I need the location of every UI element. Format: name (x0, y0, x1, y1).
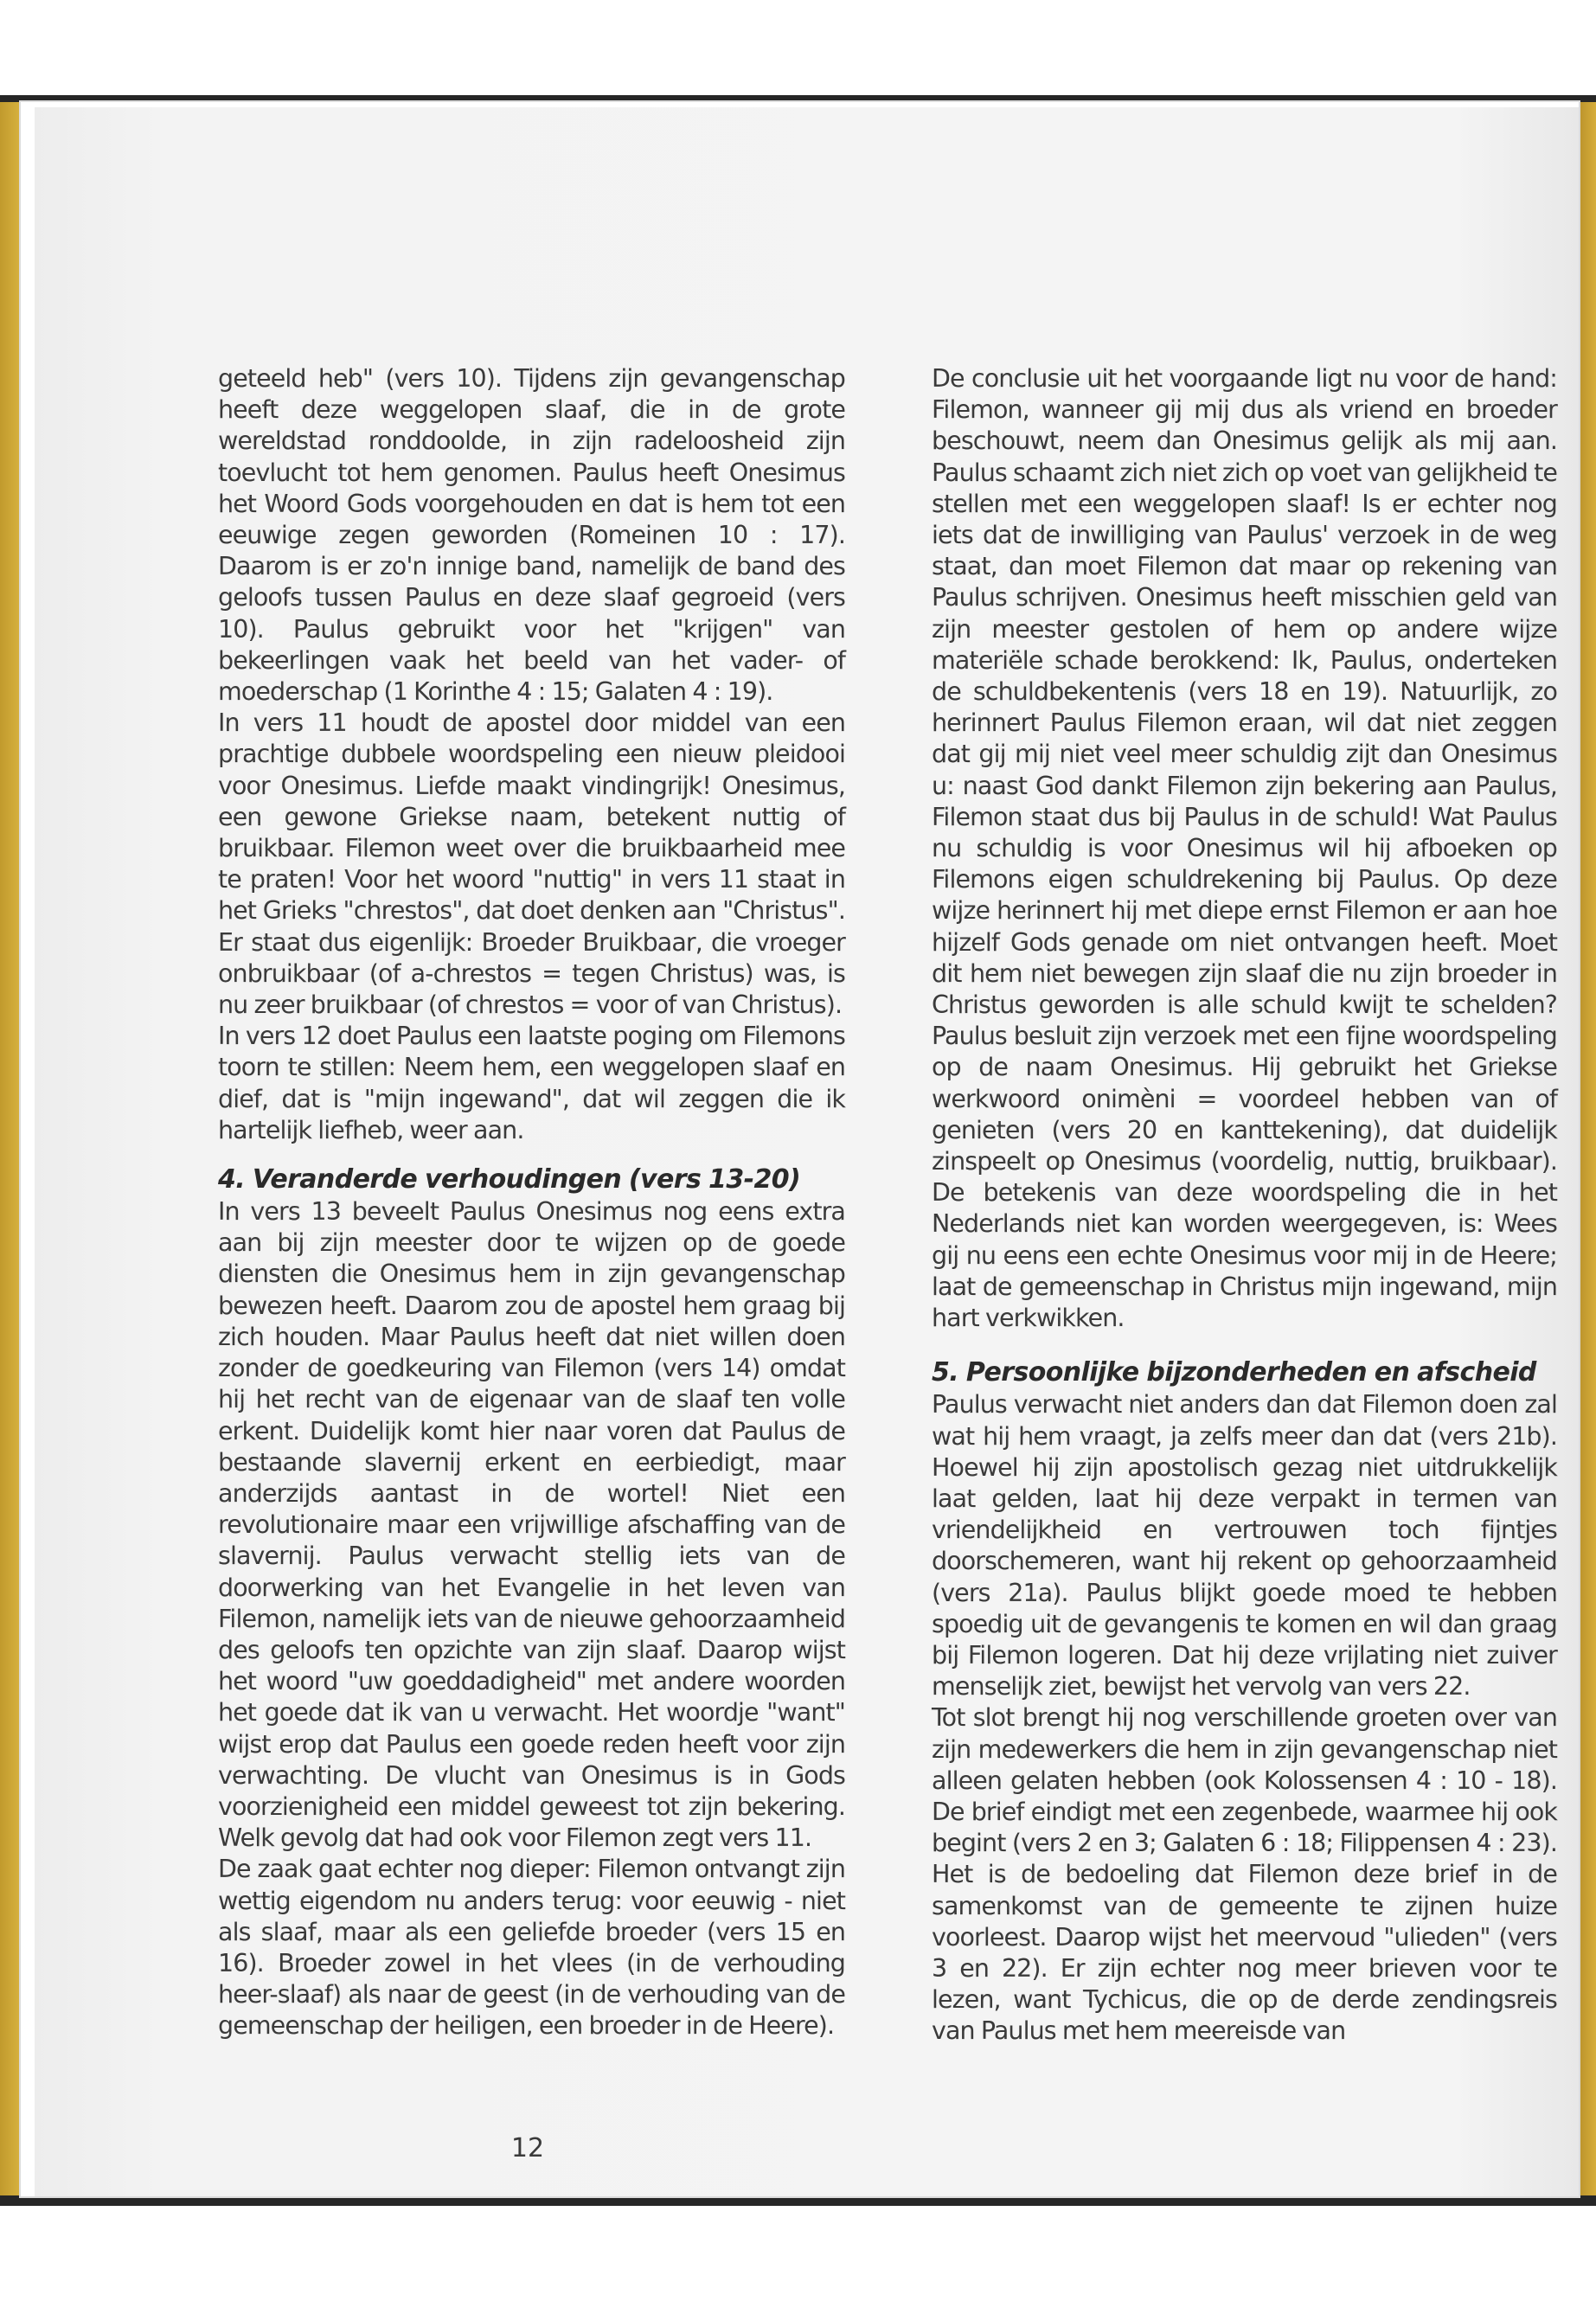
paragraph: geteeld heb" (vers 10). Tijdens zijn gevangenschap heeft deze weggelopen slaaf, die in de grote wereldstad ronddoolde, in zijn radeloosheid zijn toevlucht tot hem genomen. Paulus heeft Onesimus het Woord Gods voorgehouden en dat is hem tot een eeuwige zegen geworden (Romeinen 10 : 17). Daarom is er zo'n innige band, namelijk de band des geloofs tussen Paulus en deze slaaf gegroeid (vers 10). Paulus gebruikt voor het "krijgen" van bekeerlingen vaak het beeld van het vader- of moederschap (1 Korinthe 4 : 15; Galaten 4 : 19). (218, 364, 845, 707)
section-heading: 4. Veranderde verhoudingen (vers 13-20) (218, 1164, 801, 1195)
paragraph: Tot slot brengt hij nog verschillende groeten over van zijn medewerkers die hem in zijn gevangenschap niet alleen gelaten hebben (ook Kolossensen 4 : 10 - 18). De brief eindigt met een zegenbede, waarmee hij ook begint (vers 2 en 3; Galaten 6 : 18; Filippensen 4 : 23). Het is de bedoeling dat Filemon deze brief in de samenkomst van de gemeente te zijnen huize voorleest. Daarop wijst het meervoud "ulieden" (vers 3 en 22). Er zijn echter nog meer brieven voor te lezen, want Tychicus, die op de derde zendingsreis van Paulus met hem meereisde van (932, 1703, 1557, 2046)
paragraph: De zaak gaat echter nog dieper: Filemon ontvangt zijn wettig eigendom nu anders terug: voor eeuwig - niet als slaaf, maar als een geliefde broeder (vers 15 en 16). Broeder zowel in het vlees (in de verhouding heer-slaaf) als naar de geest (in de verhouding van de gemeenschap der heiligen, een broeder in de Heere). (218, 1855, 845, 2041)
paragraph: In vers 11 houdt de apostel door middel van een prachtige dubbele woordspeling een nieuw pleidooi voor Onesimus. Liefde maakt vindingrijk! Onesimus, een gewone Griekse naam, betekent nuttig of bruikbaar. Filemon weet over die bruikbaarheid mee te praten! Voor het woord "nuttig" in vers 11 staat in het Grieks "chrestos", dat doet denken aan "Christus". Er staat dus eigenlijk: Broeder Bruikbaar, die vroeger onbruikbaar (of a-chrestos = tegen Christus) was, is nu zeer bruikbaar (of chrestos = voor of van Christus). (218, 708, 845, 1020)
paragraph: Paulus verwacht niet anders dan dat Filemon doen zal wat hij hem vraagt, ja zelfs meer dan dat (vers 21b). Hoewel hij zijn apostolisch gezag niet uitdrukkelijk laat gelden, laat hij deze verpakt in termen van vriendelijkheid en vertrouwen toch fijntjes doorschemeren, want hij rekent op gehoorzaamheid (vers 21a). Paulus blijkt goede moed te hebben spoedig uit de gevangenis te komen en wil dan graag bij Filemon logeren. Dat hij deze vrijlating niet zuiver menselijk ziet, bewijst het vervolg van vers 22. (932, 1390, 1557, 1702)
right-column (932, 363, 1557, 2048)
page (35, 107, 1579, 2196)
left-column (218, 363, 845, 2042)
page-number: 12 (510, 2133, 545, 2163)
paragraph: In vers 12 doet Paulus een laatste poging om Filemons toorn te stillen: Neem hem, een weggelopen slaaf en dief, dat is "mijn ingewand", dat wil zeggen die ik hartelijk liefheb, weer aan. (218, 1022, 845, 1144)
paragraph: In vers 13 beveelt Paulus Onesimus nog eens extra aan bij zijn meester door te wijzen op de goede diensten die Onesimus hem in zijn gevangenschap bewezen heeft. Daarom zou de apostel hem graag bij zich houden. Maar Paulus heeft dat niet willen doen zonder de goedkeuring van Filemon (vers 14) omdat hij het recht van de eigenaar van de slaaf ten volle erkent. Duidelijk komt hier naar voren dat Paulus de bestaande slavernij erkent en eerbiedigt, maar anderzijds aantast in de wortel! Niet een revolutionaire maar een vrijwillige afschaffing van de slavernij. Paulus verwacht stellig iets van de doorwerking van het Evangelie in het leven van Filemon, namelijk iets van de nieuwe gehoorzaamheid des geloofs ten opzichte van zijn slaaf. Daarop wijst het woord "uw goeddadigheid" met andere woorden het goede dat ik van u verwacht. Het woordje "want" wijst erop dat Paulus een goede reden heeft voor zijn verwachting. De vlucht van Onesimus is in Gods voorzienigheid een middel geweest tot zijn bekering. Welk gevolg dat had ook voor Filemon zegt vers 11. (218, 1197, 846, 1853)
paragraph: De conclusie uit het voorgaande ligt nu voor de hand: Filemon, wanneer gij mij dus als vriend en broeder beschouwt, neem dan Onesimus gelijk als mij aan. Paulus schaamt zich niet zich op voet van gelijkheid te stellen met een weggelopen slaaf! Is er echter nog iets dat de inwilliging van Paulus' verzoek in de weg staat, dan moet Filemon dat maar op rekening van Paulus schrijven. Onesimus heeft misschien geld van zijn meester gestolen of hem op andere wijze materiële schade berokkend: Ik, Paulus, onderteken de schuldbekentenis (vers 18 en 19). Natuurlijk, zo herinnert Paulus Filemon eraan, wil dat niet zeggen dat gij mij niet veel meer schuldig zijt dan Onesimus u: naast God dankt Filemon zijn bekering aan Paulus, Filemon staat dus bij Paulus in de schuld! Wat Paulus nu schuldig is voor Onesimus wil hij afboeken op Filemons eigen schuldrekening bij Paulus. Op deze wijze herinnert hij met diepe ernst Filemon er aan hoe hijzelf Gods genade om niet ontvangen heeft. Moet dit hem niet bewegen zijn slaaf die nu zijn broeder in Christus geworden is alle schuld kwijt te schelden? Paulus besluit zijn verzoek met een fijne woordspeling op de naam Onesimus. Hij gebruikt het Griekse werkwoord onimèni = voordeel hebben van of genieten (vers 20 en kanttekening), dat duidelijk zinspeelt op Onesimus (voordelig, nuttig, bruikbaar). De betekenis van deze woordspeling die in het Nederlands niet kan worden weergegeven, is: Wees gij nu eens een echte Onesimus voor mij in de Heere; laat de gemeenschap in Christus mijn ingewand, mijn hart verkwikken. (932, 364, 1557, 1333)
section-heading: 5. Persoonlijke bijzonderheden en afscheid (932, 1357, 1536, 1388)
